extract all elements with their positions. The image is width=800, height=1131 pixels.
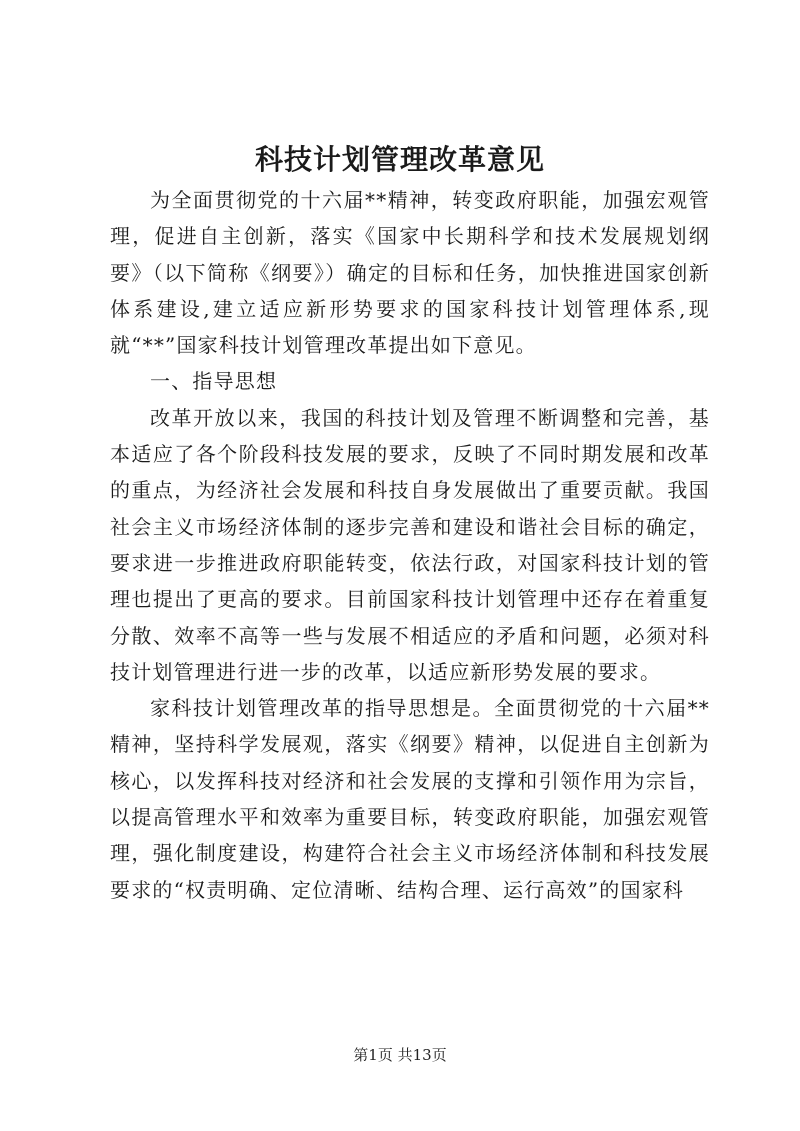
document-title: 科技计划管理改革意见 — [254, 143, 545, 176]
paragraph-intro: 为全面贯彻党的十六届**精神，转变政府职能，加强宏观管理，促进自主创新，落实《国家中长期科学和技术发展规划纲要》（以下简称《纲要》）确定的目标和任务，加快推进国家创新体系建设,建立适应新形势要求的国家科技计划管理体系,现就“**”国家科技计划管理改革提出如下意见。 — [110, 188, 710, 358]
paragraph-guiding-principle: 家科技计划管理改革的指导思想是。全面贯彻党的十六届**精神，坚持科学发展观，落实《纲要》精神，以促进自主创新为核心，以发挥科技对经济和社会发展的支撑和引领作用为宗旨，以提高管理水平和效率为重要目标，转变政府职能，加强宏观管理，强化制度建设，构建符合社会主义市场经济体制和科技发展要求的“权责明确、定位清晰、结构合理、运行高效”的国家科 — [110, 696, 710, 902]
document-body — [110, 182, 710, 908]
page-footer: 第1页 共13页 — [353, 1046, 447, 1064]
section-heading-guiding-ideology: 一、指导思想 — [150, 369, 278, 394]
paragraph-reform-background: 改革开放以来，我国的科技计划及管理不断调整和完善，基本适应了各个阶段科技发展的要求，反映了不同时期发展和改革的重点，为经济社会发展和科技自身发展做出了重要贡献。我国社会主义市场经济体制的逐步完善和建设和谐社会目标的确定，要求进一步推进政府职能转变，依法行政，对国家科技计划的管理也提出了更高的要求。目前国家科技计划管理中还存在着重复分散、效率不高等一些与发展不相适应的矛盾和问题，必须对科技计划管理进行进一步的改革，以适应新形势发展的要求。 — [110, 405, 710, 684]
